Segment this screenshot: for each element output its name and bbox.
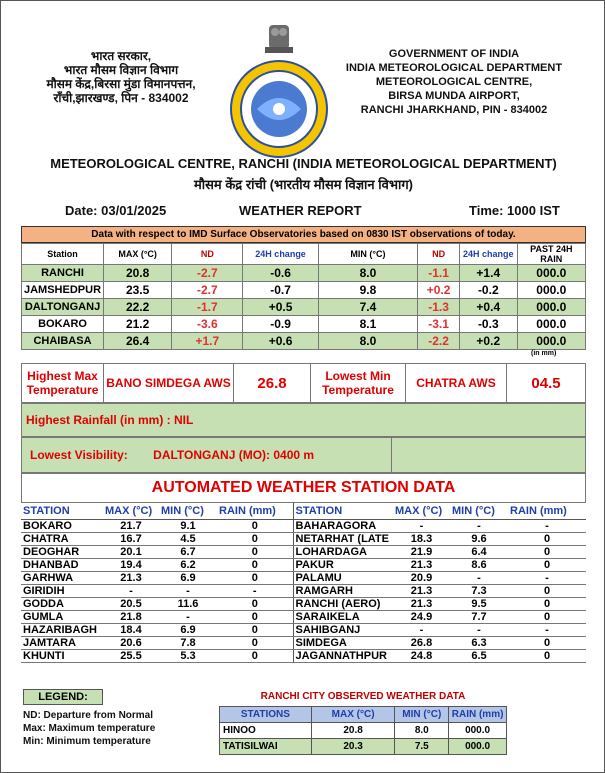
table-cell: 19.4 bbox=[103, 558, 159, 571]
table-cell: 7.8 bbox=[159, 636, 217, 649]
table-cell: 8.0 bbox=[318, 333, 418, 350]
table-row bbox=[21, 584, 586, 597]
table-cell: +1.4 bbox=[459, 265, 517, 282]
table-cell: 0 bbox=[217, 610, 293, 623]
table-cell: 26.4 bbox=[104, 333, 172, 350]
table-cell: 20.6 bbox=[103, 636, 159, 649]
table-cell: 21.7 bbox=[103, 519, 159, 532]
col-header: RAIN (mm) bbox=[449, 707, 507, 723]
table-cell: SAHIBGANJ bbox=[293, 623, 393, 636]
table-cell: 21.3 bbox=[393, 584, 450, 597]
highest-max-value: 26.8 bbox=[234, 364, 311, 402]
address-line: भारत मौसम विज्ञान विभाग bbox=[63, 63, 179, 77]
report-time: Time: 1000 IST bbox=[469, 203, 560, 218]
table-cell: 0 bbox=[217, 623, 293, 636]
table-cell: 18.3 bbox=[393, 532, 450, 545]
table-cell: -3.6 bbox=[172, 316, 243, 333]
visibility-label: Lowest Visibility: bbox=[30, 448, 128, 462]
table-cell: 20.1 bbox=[103, 545, 159, 558]
table-row bbox=[21, 558, 586, 571]
table-cell: BAHARAGORA bbox=[293, 519, 393, 532]
table-cell: 7.7 bbox=[450, 610, 508, 623]
table-cell: GARHWA bbox=[21, 571, 103, 584]
table-cell: 000.0 bbox=[517, 265, 585, 282]
table-cell: 23.5 bbox=[104, 282, 172, 299]
col-header: STATION bbox=[293, 503, 393, 519]
table-cell: -0.2 bbox=[459, 282, 517, 299]
col-header: RAIN (mm) bbox=[217, 503, 293, 519]
page-title: METEOROLOGICAL CENTRE, RANCHI (INDIA METEOROLOGICAL DEPARTMENT) bbox=[50, 156, 557, 171]
table-cell: 20.3 bbox=[311, 739, 395, 755]
table-row bbox=[21, 519, 586, 532]
table-cell: -2.2 bbox=[418, 333, 460, 350]
table-cell: GODDA bbox=[21, 597, 103, 610]
table-cell: 0 bbox=[508, 584, 586, 597]
col-header: ND bbox=[172, 244, 243, 265]
table-row bbox=[22, 299, 586, 316]
table-cell: 6.9 bbox=[159, 571, 217, 584]
table-cell: 0 bbox=[508, 545, 586, 558]
table-cell: 0 bbox=[217, 532, 293, 545]
national-emblem-icon bbox=[251, 23, 307, 55]
table-row bbox=[22, 282, 586, 299]
table-cell: 21.3 bbox=[103, 571, 159, 584]
city-table bbox=[219, 706, 507, 755]
table-cell: 24.8 bbox=[393, 649, 450, 662]
table-cell: BOKARO bbox=[22, 316, 104, 333]
address-line: RANCHI JHARKHAND, PIN - 834002 bbox=[360, 104, 548, 116]
lowest-visibility bbox=[22, 438, 392, 472]
table-cell: JAGANNATHPUR bbox=[293, 649, 393, 662]
table-cell: 7.4 bbox=[318, 299, 418, 316]
table-cell: 0 bbox=[217, 571, 293, 584]
table-row bbox=[22, 265, 586, 282]
table-cell: 20.9 bbox=[393, 571, 450, 584]
table-cell: 20.8 bbox=[104, 265, 172, 282]
col-header: MIN (°C) bbox=[450, 503, 508, 519]
report-type: WEATHER REPORT bbox=[239, 203, 362, 218]
table-cell: 18.4 bbox=[103, 623, 159, 636]
table-cell: 16.7 bbox=[103, 532, 159, 545]
table-cell: 20.5 bbox=[103, 597, 159, 610]
table-cell: LOHARDAGA bbox=[293, 545, 393, 558]
table-cell: - bbox=[508, 623, 586, 636]
table-cell: - bbox=[393, 623, 450, 636]
table-cell: BOKARO bbox=[21, 519, 103, 532]
imd-seal-icon bbox=[227, 57, 331, 161]
table-cell: 0 bbox=[508, 649, 586, 662]
table-cell: 0 bbox=[217, 545, 293, 558]
col-header: ND bbox=[418, 244, 460, 265]
table-cell: +1.7 bbox=[172, 333, 243, 350]
table-cell: 6.5 bbox=[450, 649, 508, 662]
highest-rainfall: Highest Rainfall (in mm) : NIL bbox=[21, 403, 586, 437]
table-cell: RANCHI bbox=[22, 265, 104, 282]
table-cell: -1.1 bbox=[418, 265, 460, 282]
legend-item: ND: Departure from Normal bbox=[23, 710, 154, 721]
table-cell: -0.7 bbox=[243, 282, 318, 299]
col-header: MIN (°C) bbox=[395, 707, 449, 723]
table-cell: 6.2 bbox=[159, 558, 217, 571]
col-header: Station bbox=[22, 244, 104, 265]
city-title: RANCHI CITY OBSERVED WEATHER DATA bbox=[260, 691, 466, 702]
table-cell: -3.1 bbox=[418, 316, 460, 333]
lowest-min-value: 04.5 bbox=[531, 374, 561, 392]
table-cell: 6.3 bbox=[450, 636, 508, 649]
address-line: मौसम केंद्र,बिरसा मुंडा विमानपत्तन, bbox=[46, 77, 196, 91]
surface-observatory-table bbox=[21, 243, 586, 350]
table-cell: +0.2 bbox=[459, 333, 517, 350]
table-cell: TATISILWAI bbox=[220, 739, 312, 755]
highlights-row bbox=[21, 363, 586, 403]
table-cell: 21.2 bbox=[104, 316, 172, 333]
table-cell: 25.5 bbox=[103, 649, 159, 662]
table-cell: DALTONGANJ bbox=[22, 299, 104, 316]
lowest-visibility-row bbox=[21, 437, 586, 473]
table-cell: 0 bbox=[217, 649, 293, 662]
col-header: STATIONS bbox=[220, 707, 312, 723]
rain-unit-note: (in mm) bbox=[531, 350, 557, 357]
table-cell: PAKUR bbox=[293, 558, 393, 571]
table-cell: -0.9 bbox=[243, 316, 318, 333]
table-cell: 5.3 bbox=[159, 649, 217, 662]
table-cell: 24.9 bbox=[393, 610, 450, 623]
legend bbox=[23, 709, 155, 748]
table-cell: 0 bbox=[217, 519, 293, 532]
visibility-value: DALTONGANJ (MO): 0400 m bbox=[153, 448, 315, 462]
col-header: RAIN (mm) bbox=[508, 503, 586, 519]
table-cell: -2.7 bbox=[172, 265, 243, 282]
table-row bbox=[21, 623, 586, 636]
table-cell: -0.3 bbox=[459, 316, 517, 333]
table-cell: GUMLA bbox=[21, 610, 103, 623]
page-title-hindi: मौसम केंद्र रांची (भारतीय मौसम विज्ञान विभाग) bbox=[194, 177, 413, 192]
table-cell: - bbox=[103, 584, 159, 597]
table-cell: +0.4 bbox=[459, 299, 517, 316]
table-cell: - bbox=[159, 610, 217, 623]
table-cell: 0 bbox=[508, 558, 586, 571]
table-cell: 9.6 bbox=[450, 532, 508, 545]
table-cell: 21.8 bbox=[103, 610, 159, 623]
table-cell: 0 bbox=[508, 597, 586, 610]
table-row bbox=[220, 739, 507, 755]
address-line: भारत सरकार, bbox=[90, 49, 152, 63]
table-cell: - bbox=[450, 571, 508, 584]
table-cell: 000.0 bbox=[449, 739, 507, 755]
highest-max-station: BANO SIMDEGA AWS bbox=[104, 364, 234, 402]
table-cell: 6.4 bbox=[450, 545, 508, 558]
table-cell: 22.2 bbox=[104, 299, 172, 316]
table-cell: 000.0 bbox=[517, 282, 585, 299]
aws-table bbox=[21, 503, 586, 663]
table-cell: 4.5 bbox=[159, 532, 217, 545]
col-header: MAX (°C) bbox=[393, 503, 450, 519]
table-cell: +0.6 bbox=[243, 333, 318, 350]
table-cell: 9.5 bbox=[450, 597, 508, 610]
table-cell: - bbox=[450, 519, 508, 532]
table-cell: 0 bbox=[508, 532, 586, 545]
legend-item: Max: Maximum temperature bbox=[23, 723, 156, 734]
header-hindi-address bbox=[31, 49, 211, 105]
table-cell: 000.0 bbox=[517, 316, 585, 333]
col-header: PAST 24H RAIN bbox=[517, 244, 585, 265]
table-cell: - bbox=[159, 584, 217, 597]
address-line: BIRSA MUNDA AIRPORT, bbox=[388, 90, 520, 102]
address-line: METEOROLOGICAL CENTRE, bbox=[375, 76, 533, 88]
table-cell: -1.3 bbox=[418, 299, 460, 316]
table-cell: NETARHAT (LATE bbox=[293, 532, 393, 545]
table-cell: - bbox=[508, 519, 586, 532]
lowest-min-label: Lowest Min Temperature bbox=[311, 364, 406, 402]
table-cell: RAMGARH bbox=[293, 584, 393, 597]
table-cell: 0 bbox=[508, 610, 586, 623]
table-cell: -1.7 bbox=[172, 299, 243, 316]
table-cell: 11.6 bbox=[159, 597, 217, 610]
report-date: Date: 03/01/2025 bbox=[65, 203, 167, 218]
table-cell: JAMSHEDPUR bbox=[22, 282, 104, 299]
legend-label: LEGEND: bbox=[23, 689, 103, 705]
address-line: INDIA METEOROLOGICAL DEPARTMENT bbox=[345, 62, 563, 74]
address-line: GOVERNMENT OF INDIA bbox=[388, 48, 520, 60]
highest-max-label: Highest Max Temperature bbox=[22, 364, 104, 402]
lowest-min-station: CHATRA AWS bbox=[406, 364, 507, 402]
table-cell: 0 bbox=[508, 636, 586, 649]
table-cell: HAZARIBAGH bbox=[21, 623, 103, 636]
aws-title: AUTOMATED WEATHER STATION DATA bbox=[21, 473, 586, 503]
table-cell: 8.6 bbox=[450, 558, 508, 571]
table-row bbox=[21, 636, 586, 649]
col-header: MIN (°C) bbox=[159, 503, 217, 519]
table-cell: DEOGHAR bbox=[21, 545, 103, 558]
table-cell: 000.0 bbox=[449, 723, 507, 739]
header-english-address bbox=[319, 47, 589, 117]
table-cell: 21.3 bbox=[393, 597, 450, 610]
table-cell: +0.2 bbox=[418, 282, 460, 299]
table-cell: 9.8 bbox=[318, 282, 418, 299]
table-cell: 8.0 bbox=[395, 723, 449, 739]
col-header: MIN (°C) bbox=[318, 244, 418, 265]
table-cell: 7.3 bbox=[450, 584, 508, 597]
table-cell: 21.9 bbox=[393, 545, 450, 558]
table-cell: 7.5 bbox=[395, 739, 449, 755]
table-row bbox=[21, 545, 586, 558]
table-row bbox=[21, 597, 586, 610]
table-cell: JAMTARA bbox=[21, 636, 103, 649]
table-cell: PALAMU bbox=[293, 571, 393, 584]
col-header: STATION bbox=[21, 503, 103, 519]
col-header: 24H change bbox=[459, 244, 517, 265]
table-cell: 8.1 bbox=[318, 316, 418, 333]
table-row bbox=[21, 610, 586, 623]
table-cell: 8.0 bbox=[318, 265, 418, 282]
table-cell: 000.0 bbox=[517, 299, 585, 316]
col-header: MAX (°C) bbox=[103, 503, 159, 519]
table-cell: RANCHI (AERO) bbox=[293, 597, 393, 610]
table-row bbox=[21, 649, 586, 662]
col-header: MAX (°C) bbox=[104, 244, 172, 265]
table-cell: KHUNTI bbox=[21, 649, 103, 662]
table-cell: - bbox=[217, 584, 293, 597]
legend-item: Min: Minimum temperature bbox=[23, 736, 151, 747]
table-cell: CHATRA bbox=[21, 532, 103, 545]
address-line: राँची,झारखण्ड, पिन - 834002 bbox=[53, 91, 189, 105]
table-cell: 26.8 bbox=[393, 636, 450, 649]
observation-note: Data with respect to IMD Surface Observatories based on 0830 IST observations of today. bbox=[21, 226, 586, 243]
table-row bbox=[22, 316, 586, 333]
col-header: MAX (°C) bbox=[311, 707, 395, 723]
table-cell: 21.3 bbox=[393, 558, 450, 571]
table-cell: - bbox=[450, 623, 508, 636]
table-cell: HINOO bbox=[220, 723, 312, 739]
table-cell: -2.7 bbox=[172, 282, 243, 299]
table-cell: 9.1 bbox=[159, 519, 217, 532]
table-cell: 0 bbox=[217, 597, 293, 610]
table-cell: -0.6 bbox=[243, 265, 318, 282]
table-cell: 0 bbox=[217, 558, 293, 571]
table-row bbox=[220, 723, 507, 739]
table-cell: +0.5 bbox=[243, 299, 318, 316]
table-cell: 6.7 bbox=[159, 545, 217, 558]
table-row bbox=[22, 333, 586, 350]
table-cell: SIMDEGA bbox=[293, 636, 393, 649]
table-row bbox=[21, 571, 586, 584]
table-cell: 0 bbox=[217, 636, 293, 649]
table-cell: GIRIDIH bbox=[21, 584, 103, 597]
table-cell: 6.9 bbox=[159, 623, 217, 636]
table-cell: 000.0 bbox=[517, 333, 585, 350]
table-cell: CHAIBASA bbox=[22, 333, 104, 350]
table-cell: SARAIKELA bbox=[293, 610, 393, 623]
table-row bbox=[21, 532, 586, 545]
table-cell: - bbox=[508, 571, 586, 584]
table-cell: - bbox=[393, 519, 450, 532]
col-header: 24H change bbox=[243, 244, 318, 265]
table-cell: DHANBAD bbox=[21, 558, 103, 571]
table-cell: 20.8 bbox=[311, 723, 395, 739]
